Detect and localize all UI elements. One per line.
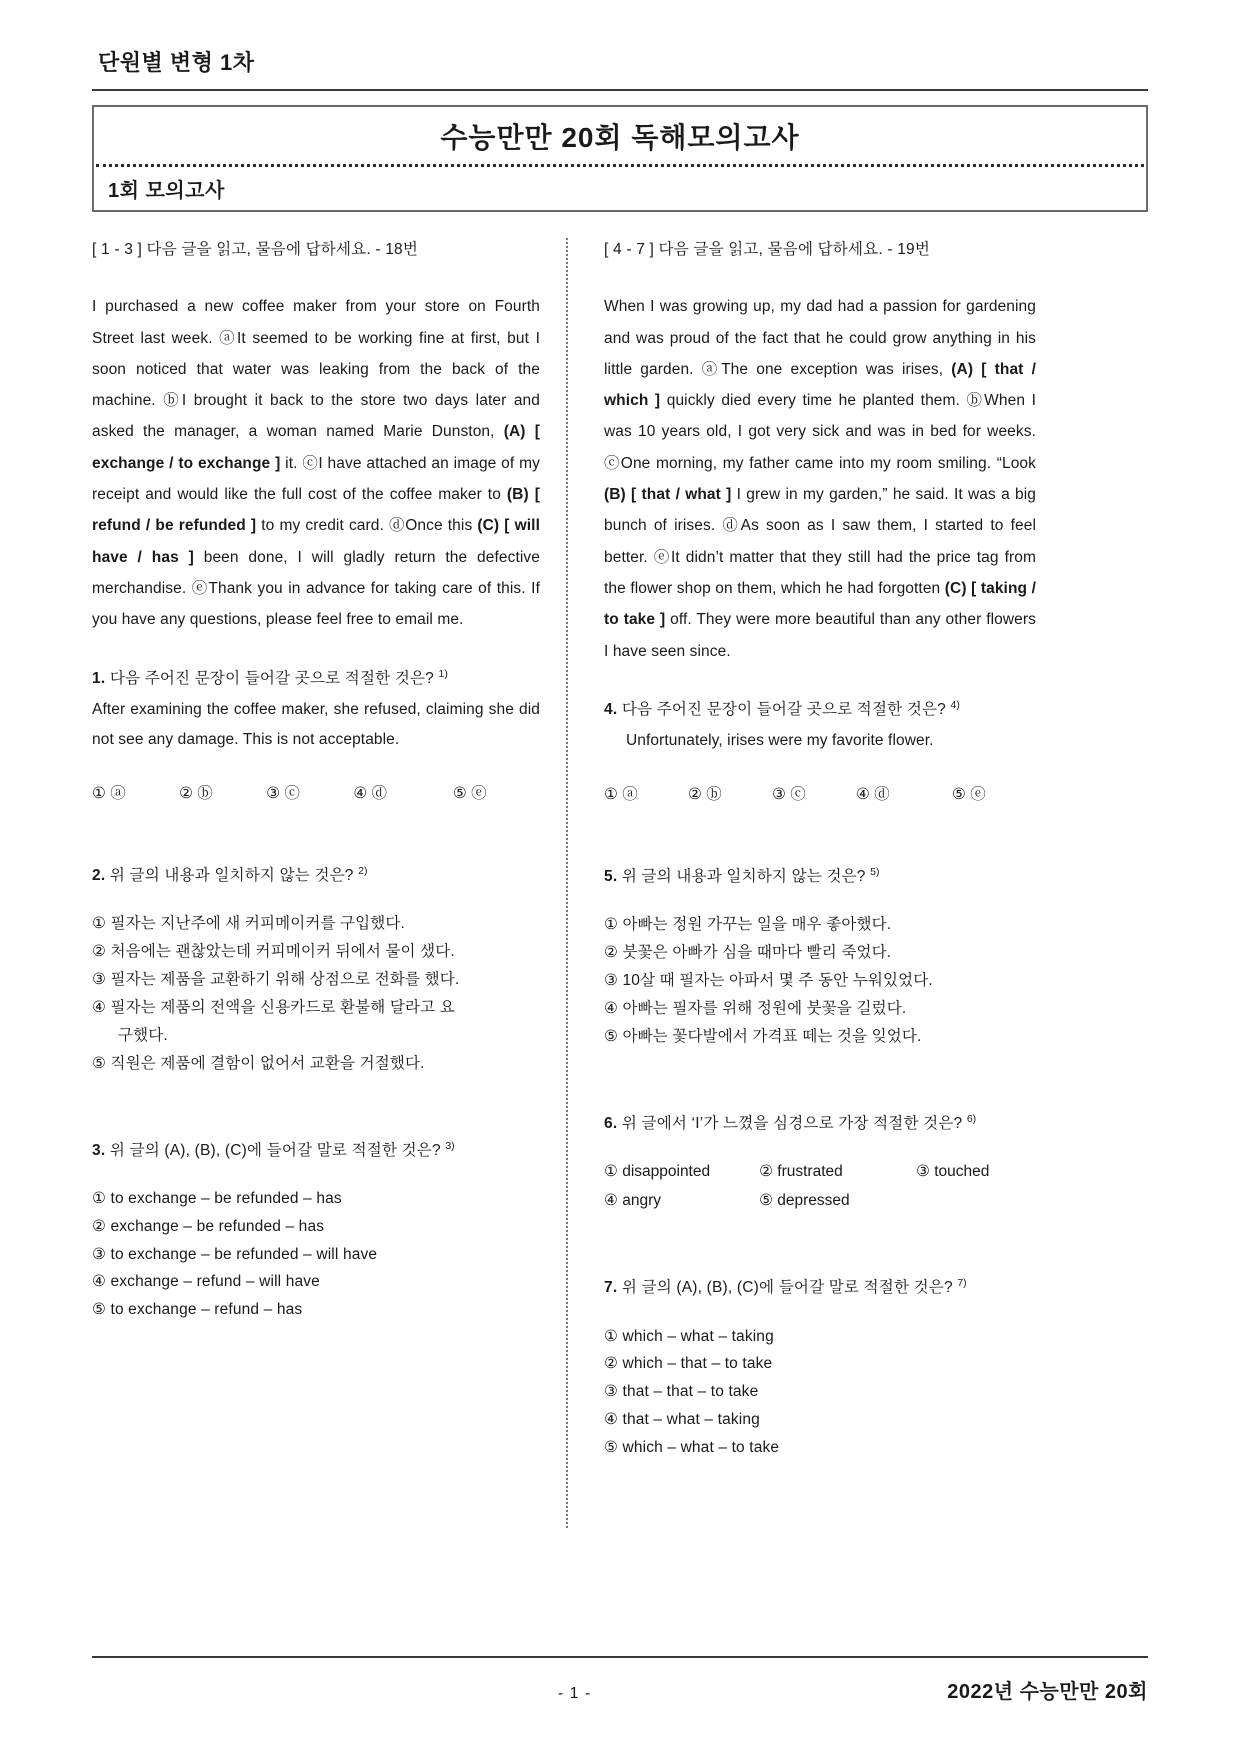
question-7-choice-4[interactable]: ④ that – what – taking — [604, 1411, 760, 1429]
question-1-choice-2[interactable]: ② ⓑ — [179, 785, 213, 803]
question-5-stem — [604, 864, 1036, 889]
question-6-footnote: 6) — [966, 1112, 977, 1125]
question-3-prompt: 위 글의 (A), (B), (C)에 들어갈 말로 적절한 것은? — [109, 1141, 441, 1159]
question-4 — [604, 697, 1036, 804]
question-2-choice-4-line2: 구했다. — [118, 1026, 168, 1044]
question-7-stem — [604, 1275, 1036, 1300]
question-6-choices-row-1 — [604, 1158, 1036, 1187]
question-6-choice-2[interactable]: ② frustrated — [759, 1163, 843, 1180]
question-6-choice-1[interactable]: ① disappointed — [604, 1163, 711, 1180]
question-4-number: 4. — [604, 700, 618, 718]
question-2-footnote: 2) — [358, 865, 368, 878]
question-4-choice-2[interactable]: ② ⓑ — [688, 786, 722, 804]
question-4-choice-5[interactable]: ⑤ ⓔ — [952, 786, 986, 804]
footer-brand: 2022년 수능만만 20회 — [947, 1681, 1148, 1703]
question-7-choice-1[interactable]: ① which – what – taking — [604, 1327, 774, 1345]
question-3 — [92, 1138, 540, 1325]
question-7-choice-5[interactable]: ⑤ which – what – to take — [604, 1439, 780, 1457]
page-footer — [92, 1675, 1148, 1704]
question-1-choice-3[interactable]: ③ ⓒ — [266, 785, 300, 803]
question-1-choice-4[interactable]: ④ ⓓ — [353, 785, 388, 803]
question-1-choice-1[interactable]: ① ⓐ — [92, 785, 126, 803]
question-6-choices — [604, 1158, 1036, 1215]
question-7-choice-2[interactable]: ② which – that – to take — [604, 1355, 773, 1373]
question-5-choice-5[interactable]: ⑤ 아빠는 꽃다발에서 가격표 떼는 것을 잊었다. — [604, 1027, 922, 1045]
question-7-number: 7. — [604, 1279, 618, 1297]
page-subtitle: 1회 모의고사 — [108, 180, 225, 202]
right-column — [574, 238, 1036, 1528]
column-divider — [566, 238, 568, 1528]
spacer — [604, 1241, 1036, 1275]
question-2-choice-4[interactable] — [92, 994, 540, 1050]
question-1-number: 1. — [92, 669, 106, 687]
question-2-prompt: 위 글의 내용과 일치하지 않는 것은? — [109, 867, 354, 885]
spacer — [92, 829, 540, 863]
question-5 — [604, 864, 1036, 1051]
question-2-choice-5[interactable]: ⑤ 직원은 제품에 결함이 없어서 교환을 거절했다. — [92, 1054, 425, 1072]
content-columns — [92, 238, 1148, 1528]
question-3-number: 3. — [92, 1141, 106, 1159]
question-5-choice-4[interactable]: ④ 아빠는 필자를 위해 정원에 붓꽃을 길렀다. — [604, 1000, 907, 1018]
question-3-choice-4[interactable]: ④ exchange – refund – will have — [92, 1273, 320, 1291]
question-5-choice-2[interactable]: ② 붓꽃은 아빠가 심을 때마다 빨리 죽었다. — [604, 944, 892, 962]
header-rule — [92, 89, 1148, 91]
spacer — [604, 830, 1036, 864]
question-4-choice-1[interactable]: ① ⓐ — [604, 786, 638, 804]
question-6-number: 6. — [604, 1114, 618, 1132]
right-passage-text: When I was growing up, my dad had a passion for gardening and was proud of the fact that he could grow anything in his little garden. ⓐThe one exception was irises, (A) [ that / which ] quickly died every time he planted them. ⓑWhen I was 10 years old, I got very sick and was in bed for weeks. ⓒOne morning, my father came into my room smiling. “Look (B) [ that / what ] I grew in my garden,” he said. It was a big bunch of irises. ⓓAs soon as I saw them, I started to feel better. ⓔIt didn’t matter that they still had the price tag from the flower shop on them, which he had forgotten (C) [ taking / to take ] off. They were more beautiful than any other flowers I have seen since. — [604, 298, 1037, 660]
question-3-footnote: 3) — [445, 1139, 455, 1152]
question-1-choices — [92, 781, 540, 803]
question-6-stem — [604, 1111, 1036, 1136]
question-1-footnote: 1) — [438, 667, 448, 680]
question-4-given-sentence: Unfortunately, irises were my favorite flower. — [626, 731, 934, 749]
question-6-choices-row-2 — [604, 1187, 1036, 1216]
spacer — [92, 1104, 540, 1138]
question-3-choice-1[interactable]: ① to exchange – be refunded – has — [92, 1189, 342, 1207]
question-6-choice-3[interactable]: ③ touched — [916, 1163, 990, 1180]
question-2-number: 2. — [92, 867, 106, 885]
question-2-choice-4-line1: ④ 필자는 제품의 전액을 신용카드로 환불해 달라고 요 — [92, 998, 455, 1016]
question-7 — [604, 1275, 1036, 1462]
question-3-choice-5[interactable]: ⑤ to exchange – refund – has — [92, 1301, 303, 1319]
footer-rule — [92, 1656, 1148, 1658]
question-3-choices — [92, 1185, 540, 1324]
question-2-choice-2[interactable]: ② 처음에는 괜찮았는데 커피메이커 뒤에서 물이 샜다. — [92, 943, 455, 961]
question-7-footnote: 7) — [957, 1277, 967, 1290]
question-7-choices — [604, 1323, 1036, 1462]
question-5-choice-1[interactable]: ① 아빠는 정원 가꾸는 일을 매우 좋아했다. — [604, 916, 892, 934]
question-7-prompt: 위 글의 (A), (B), (C)에 들어갈 말로 적절한 것은? — [621, 1279, 953, 1297]
question-7-choice-3[interactable]: ③ that – that – to take — [604, 1383, 759, 1401]
question-2-choice-3[interactable]: ③ 필자는 제품을 교환하기 위해 상점으로 전화를 했다. — [92, 971, 460, 989]
question-3-stem — [92, 1138, 540, 1163]
question-6-choice-4[interactable]: ④ angry — [604, 1191, 661, 1209]
question-5-prompt: 위 글의 내용과 일치하지 않는 것은? — [621, 868, 866, 886]
question-1 — [92, 666, 540, 804]
question-1-prompt: 다음 주어진 문장이 들어갈 곳으로 적절한 것은? — [109, 669, 434, 687]
question-3-choice-2[interactable]: ② exchange – be refunded – has — [92, 1217, 325, 1235]
question-4-stem — [604, 697, 1036, 722]
page-kicker: 단원별 변형 1차 — [98, 50, 255, 75]
question-4-choice-4[interactable]: ④ ⓓ — [856, 786, 890, 804]
page-title: 수능만만 20회 독해모의고사 — [440, 122, 800, 153]
question-5-choices — [604, 911, 1036, 1050]
left-column — [92, 238, 554, 1528]
question-5-footnote: 5) — [870, 866, 880, 879]
question-1-stem — [92, 666, 540, 691]
left-passage-instruction: [ 1 - 3 ] 다음 글을 읽고, 물음에 답하세요. - 18번 — [92, 241, 419, 258]
question-6 — [604, 1111, 1036, 1216]
page-number: - 1 - — [557, 1685, 592, 1702]
question-5-choice-3[interactable]: ③ 10살 때 필자는 아파서 몇 주 동안 누워있었다. — [604, 972, 933, 990]
question-3-choice-3[interactable]: ③ to exchange – be refunded – will have — [92, 1245, 378, 1263]
question-6-prompt: 위 글에서 ‘I’가 느꼈을 심경으로 가장 적절한 것은? — [621, 1114, 963, 1132]
question-1-given-sentence: After examining the coffee maker, she refused, claiming she did not see any damage. This is not acceptable. — [92, 700, 540, 748]
right-passage-instruction: [ 4 - 7 ] 다음 글을 읽고, 물음에 답하세요. - 19번 — [604, 241, 931, 258]
question-2 — [92, 863, 540, 1078]
question-4-choice-3[interactable]: ③ ⓒ — [772, 786, 806, 804]
question-4-choices — [604, 782, 1036, 804]
question-2-choice-1[interactable]: ① 필자는 지난주에 새 커피메이커를 구입했다. — [92, 915, 405, 933]
question-6-choice-blank — [916, 1187, 1036, 1216]
left-passage-text: I purchased a new coffee maker from your store on Fourth Street last week. ⓐIt seemed to be working fine at first, but I soon noticed that water was leaking from the back of the machine. ⓑI brought it back to the store two days later and asked the manager, a woman named Marie Dunston, (A) [ exchange / to exchange ] it. ⓒI have attached an image of my receipt and would like the full cost of the coffee maker to (B) [ refund / be refunded ] to my credit card. ⓓOnce this (C) [ will have / has ] been done, I will gladly return the defective merchandise. ⓔThank you in advance for taking care of this. If you have any questions, please feel free to email me. — [92, 298, 540, 629]
question-6-choice-5[interactable]: ⑤ depressed — [759, 1191, 850, 1209]
spacer — [604, 1077, 1036, 1111]
question-4-footnote: 4) — [950, 698, 960, 711]
question-2-choices — [92, 910, 540, 1077]
title-box — [92, 105, 1148, 212]
question-2-stem — [92, 863, 540, 888]
question-4-prompt: 다음 주어진 문장이 들어갈 곳으로 적절한 것은? — [621, 700, 946, 718]
question-1-choice-5[interactable]: ⑤ ⓔ — [452, 785, 487, 803]
question-5-number: 5. — [604, 868, 618, 886]
